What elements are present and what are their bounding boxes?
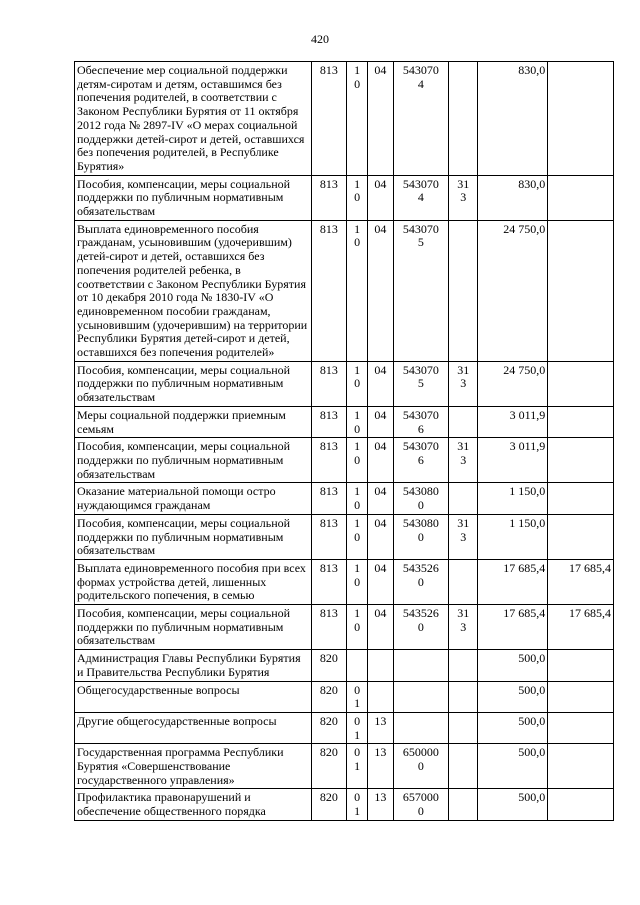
row-expense-type bbox=[449, 361, 478, 406]
row-section-line-1: 1 bbox=[354, 515, 361, 530]
row-expense-type-line-2: 3 bbox=[460, 452, 467, 467]
row-target-article bbox=[393, 438, 449, 483]
row-target-article bbox=[393, 650, 449, 681]
table-row bbox=[75, 483, 614, 514]
row-name: Оказание материальной помощи остро нуждающимся гражданам bbox=[75, 483, 312, 514]
row-subsection: 13 bbox=[368, 789, 393, 820]
row-amount: 500,0 bbox=[478, 789, 548, 820]
row-section-line-2: 0 bbox=[354, 421, 361, 436]
row-section-line-2: 0 bbox=[354, 76, 361, 91]
row-amount-federal bbox=[548, 62, 614, 176]
row-name: Пособия, компенсации, меры социальной поддержки по публичным нормативным обязательствам bbox=[75, 605, 312, 650]
row-target-article bbox=[393, 361, 449, 406]
row-expense-type bbox=[449, 175, 478, 220]
table-row bbox=[75, 605, 614, 650]
row-section bbox=[347, 483, 368, 514]
row-amount: 17 685,4 bbox=[478, 559, 548, 604]
table-row bbox=[75, 438, 614, 483]
row-ministry-code: 820 bbox=[311, 681, 346, 712]
row-section-line-1: 1 bbox=[354, 606, 361, 621]
row-amount-federal bbox=[548, 650, 614, 681]
row-target-article bbox=[393, 175, 449, 220]
row-section-line-2: 0 bbox=[354, 574, 361, 589]
row-target-article-line-2: 0 bbox=[417, 574, 424, 589]
row-target-article bbox=[393, 559, 449, 604]
row-amount: 500,0 bbox=[478, 650, 548, 681]
row-ministry-code: 820 bbox=[311, 789, 346, 820]
row-target-article-line-1: 543070 bbox=[402, 63, 439, 77]
row-amount: 24 750,0 bbox=[478, 220, 548, 361]
row-name: Выплата единовременного пособия при всех формах устройства детей, лишенных родительского попечения, в семью bbox=[75, 559, 312, 604]
row-target-article-line-2: 0 bbox=[417, 619, 424, 634]
row-section bbox=[347, 605, 368, 650]
row-section-line-1: 1 bbox=[354, 176, 361, 191]
row-section bbox=[347, 175, 368, 220]
table-row bbox=[75, 220, 614, 361]
table-row bbox=[75, 681, 614, 712]
row-section-line-1: 1 bbox=[354, 63, 361, 77]
row-expense-type-line-1: 31 bbox=[457, 176, 470, 191]
row-target-article-line-1: 543070 bbox=[402, 407, 439, 422]
row-target-article bbox=[393, 514, 449, 559]
row-ministry-code: 813 bbox=[311, 483, 346, 514]
row-subsection: 04 bbox=[368, 605, 393, 650]
row-subsection: 04 bbox=[368, 514, 393, 559]
page-number: 420 bbox=[311, 32, 329, 46]
row-section bbox=[347, 62, 368, 176]
row-target-article-line-2: 0 bbox=[417, 759, 424, 774]
row-target-article bbox=[393, 712, 449, 743]
row-section-line-2: 0 bbox=[354, 452, 361, 467]
budget-table-body bbox=[75, 62, 614, 821]
row-target-article bbox=[393, 62, 449, 176]
row-expense-type bbox=[449, 650, 478, 681]
row-target-article-line-1: 543526 bbox=[402, 606, 439, 621]
row-target-article-line-2: 4 bbox=[417, 76, 424, 91]
row-section bbox=[347, 789, 368, 820]
row-expense-type bbox=[449, 220, 478, 361]
row-subsection: 13 bbox=[368, 744, 393, 789]
row-subsection: 04 bbox=[368, 361, 393, 406]
row-expense-type bbox=[449, 62, 478, 176]
table-row bbox=[75, 712, 614, 743]
table-row bbox=[75, 744, 614, 789]
row-name: Администрация Главы Республики Бурятия и Правительства Республики Бурятия bbox=[75, 650, 312, 681]
table-row bbox=[75, 62, 614, 176]
row-section bbox=[347, 361, 368, 406]
row-section-line-2: 1 bbox=[354, 759, 361, 774]
row-target-article bbox=[393, 744, 449, 789]
row-subsection: 04 bbox=[368, 220, 393, 361]
row-amount-federal bbox=[548, 175, 614, 220]
row-section-line-1: 1 bbox=[354, 484, 361, 499]
row-target-article-line-1: 543080 bbox=[402, 484, 439, 499]
row-name: Выплата единовременного пособия гражданам, усыновившим (удочерившим) детей-сирот и детей, оставшихся без попечения родителей ребенка, в соответствии с Законом Республики Бурятия от 10 декабря 2010 года № 1830-IV «О единовременном пособии гражданам, усыновившим (удочерившим) на территории Республики Бурятия детей-сирот и детей, оставшихся без попечения родителей» bbox=[75, 220, 312, 361]
row-name: Пособия, компенсации, меры социальной поддержки по публичным нормативным обязательствам bbox=[75, 438, 312, 483]
budget-table bbox=[74, 61, 614, 821]
row-amount: 1 150,0 bbox=[478, 483, 548, 514]
row-amount: 3 011,9 bbox=[478, 438, 548, 483]
row-section-line-2: 1 bbox=[354, 696, 361, 711]
row-ministry-code: 813 bbox=[311, 438, 346, 483]
row-target-article-line-1: 543070 bbox=[402, 439, 439, 454]
row-section-line-2: 0 bbox=[354, 190, 361, 205]
row-ministry-code: 813 bbox=[311, 406, 346, 437]
row-name: Общегосударственные вопросы bbox=[75, 681, 312, 712]
row-section-line-2: 0 bbox=[354, 529, 361, 544]
row-name: Обеспечение мер социальной поддержки детям-сиротам и детям, оставшимся без попечения родителей, в соответствии с Законом Республики Бурятия от 11 октября 2012 года № 2897-IV «О мерах социальной поддержки детей-сирот и детей, оставшихся без попечения родителей, в Республике Бурятия» bbox=[75, 62, 312, 176]
row-section bbox=[347, 406, 368, 437]
row-subsection: 04 bbox=[368, 438, 393, 483]
row-subsection: 04 bbox=[368, 483, 393, 514]
row-section bbox=[347, 220, 368, 361]
row-target-article bbox=[393, 681, 449, 712]
row-ministry-code: 813 bbox=[311, 514, 346, 559]
row-ministry-code: 813 bbox=[311, 62, 346, 176]
row-amount-federal bbox=[548, 361, 614, 406]
row-subsection: 04 bbox=[368, 175, 393, 220]
row-ministry-code: 813 bbox=[311, 605, 346, 650]
row-expense-type-line-2: 3 bbox=[460, 619, 467, 634]
row-amount-federal bbox=[548, 712, 614, 743]
row-expense-type bbox=[449, 406, 478, 437]
row-subsection: 04 bbox=[368, 406, 393, 437]
row-amount-federal bbox=[548, 483, 614, 514]
row-amount: 1 150,0 bbox=[478, 514, 548, 559]
row-amount: 500,0 bbox=[478, 712, 548, 743]
row-section-line-1: 1 bbox=[354, 560, 361, 575]
row-target-article-line-1: 650000 bbox=[402, 745, 439, 760]
row-ministry-code: 813 bbox=[311, 220, 346, 361]
row-target-article-line-2: 0 bbox=[417, 529, 424, 544]
row-expense-type-line-1: 31 bbox=[457, 362, 470, 377]
row-target-article bbox=[393, 789, 449, 820]
row-section-line-1: 1 bbox=[354, 439, 361, 454]
table-row bbox=[75, 514, 614, 559]
row-target-article bbox=[393, 605, 449, 650]
row-name: Пособия, компенсации, меры социальной поддержки по публичным нормативным обязательствам bbox=[75, 361, 312, 406]
row-name: Меры социальной поддержки приемным семьям bbox=[75, 406, 312, 437]
row-section-line-2: 0 bbox=[354, 235, 361, 250]
row-section-line-1: 1 bbox=[354, 221, 361, 236]
row-subsection: 04 bbox=[368, 559, 393, 604]
row-amount-federal bbox=[548, 438, 614, 483]
row-target-article-line-1: 543526 bbox=[402, 560, 439, 575]
row-expense-type-line-2: 3 bbox=[460, 190, 467, 205]
row-expense-type-line-1: 31 bbox=[457, 439, 470, 454]
row-target-article bbox=[393, 483, 449, 514]
row-section bbox=[347, 712, 368, 743]
row-expense-type-line-1: 31 bbox=[457, 515, 470, 530]
row-section bbox=[347, 744, 368, 789]
row-expense-type bbox=[449, 744, 478, 789]
row-ministry-code: 813 bbox=[311, 361, 346, 406]
row-section bbox=[347, 559, 368, 604]
row-name: Профилактика правонарушений и обеспечение общественного порядка bbox=[75, 789, 312, 820]
row-ministry-code: 820 bbox=[311, 712, 346, 743]
table-row bbox=[75, 406, 614, 437]
row-section bbox=[347, 650, 368, 681]
row-ministry-code: 820 bbox=[311, 650, 346, 681]
row-amount: 17 685,4 bbox=[478, 605, 548, 650]
row-target-article-line-2: 6 bbox=[417, 421, 424, 436]
row-expense-type-line-1: 31 bbox=[457, 606, 470, 621]
row-amount: 830,0 bbox=[478, 175, 548, 220]
row-expense-type bbox=[449, 483, 478, 514]
row-target-article-line-2: 6 bbox=[417, 452, 424, 467]
row-expense-type bbox=[449, 514, 478, 559]
row-amount-federal: 17 685,4 bbox=[548, 605, 614, 650]
table-row bbox=[75, 650, 614, 681]
row-amount-federal bbox=[548, 789, 614, 820]
row-subsection: 04 bbox=[368, 62, 393, 176]
row-amount: 24 750,0 bbox=[478, 361, 548, 406]
row-section-line-2: 1 bbox=[354, 804, 361, 819]
row-target-article-line-1: 543070 bbox=[402, 176, 439, 191]
row-section-line-2: 0 bbox=[354, 376, 361, 391]
row-target-article-line-2: 5 bbox=[417, 376, 424, 391]
row-target-article-line-1: 543070 bbox=[402, 221, 439, 236]
row-amount-federal bbox=[548, 406, 614, 437]
row-section-line-1: 0 bbox=[354, 745, 361, 760]
row-expense-type-line-2: 3 bbox=[460, 376, 467, 391]
row-name: Пособия, компенсации, меры социальной поддержки по публичным нормативным обязательствам bbox=[75, 514, 312, 559]
row-section-line-1: 1 bbox=[354, 407, 361, 422]
row-amount-federal: 17 685,4 bbox=[548, 559, 614, 604]
table-row bbox=[75, 559, 614, 604]
row-subsection: 13 bbox=[368, 712, 393, 743]
row-target-article-line-2: 0 bbox=[417, 804, 424, 819]
row-name: Пособия, компенсации, меры социальной поддержки по публичным нормативным обязательствам bbox=[75, 175, 312, 220]
row-ministry-code: 820 bbox=[311, 744, 346, 789]
row-ministry-code: 813 bbox=[311, 175, 346, 220]
row-amount-federal bbox=[548, 744, 614, 789]
row-name: Другие общегосударственные вопросы bbox=[75, 712, 312, 743]
row-section bbox=[347, 681, 368, 712]
row-amount-federal bbox=[548, 681, 614, 712]
row-amount-federal bbox=[548, 514, 614, 559]
row-target-article-line-2: 5 bbox=[417, 235, 424, 250]
table-row bbox=[75, 789, 614, 820]
row-ministry-code: 813 bbox=[311, 559, 346, 604]
row-amount-federal bbox=[548, 220, 614, 361]
row-section-line-2: 1 bbox=[354, 727, 361, 742]
row-expense-type bbox=[449, 681, 478, 712]
row-subsection bbox=[368, 650, 393, 681]
row-amount: 830,0 bbox=[478, 62, 548, 176]
row-section-line-2: 0 bbox=[354, 619, 361, 634]
row-amount: 3 011,9 bbox=[478, 406, 548, 437]
row-section-line-2: 0 bbox=[354, 498, 361, 513]
row-target-article-line-2: 0 bbox=[417, 498, 424, 513]
row-target-article-line-1: 543080 bbox=[402, 515, 439, 530]
row-subsection bbox=[368, 681, 393, 712]
row-expense-type bbox=[449, 438, 478, 483]
table-row bbox=[75, 175, 614, 220]
row-expense-type bbox=[449, 559, 478, 604]
table-row bbox=[75, 361, 614, 406]
row-section-line-1: 0 bbox=[354, 790, 361, 805]
row-expense-type-line-2: 3 bbox=[460, 529, 467, 544]
row-amount: 500,0 bbox=[478, 681, 548, 712]
row-expense-type bbox=[449, 712, 478, 743]
row-section bbox=[347, 514, 368, 559]
row-target-article-line-1: 657000 bbox=[402, 790, 439, 805]
row-expense-type bbox=[449, 605, 478, 650]
row-section-line-1: 1 bbox=[354, 362, 361, 377]
row-section-line-1: 0 bbox=[354, 713, 361, 728]
row-target-article bbox=[393, 406, 449, 437]
row-target-article bbox=[393, 220, 449, 361]
row-expense-type bbox=[449, 789, 478, 820]
row-target-article-line-2: 4 bbox=[417, 190, 424, 205]
row-section-line-1: 0 bbox=[354, 682, 361, 697]
row-name: Государственная программа Республики Бурятия «Совершенствование государственного управления» bbox=[75, 744, 312, 789]
row-section bbox=[347, 438, 368, 483]
row-target-article-line-1: 543070 bbox=[402, 362, 439, 377]
row-amount: 500,0 bbox=[478, 744, 548, 789]
